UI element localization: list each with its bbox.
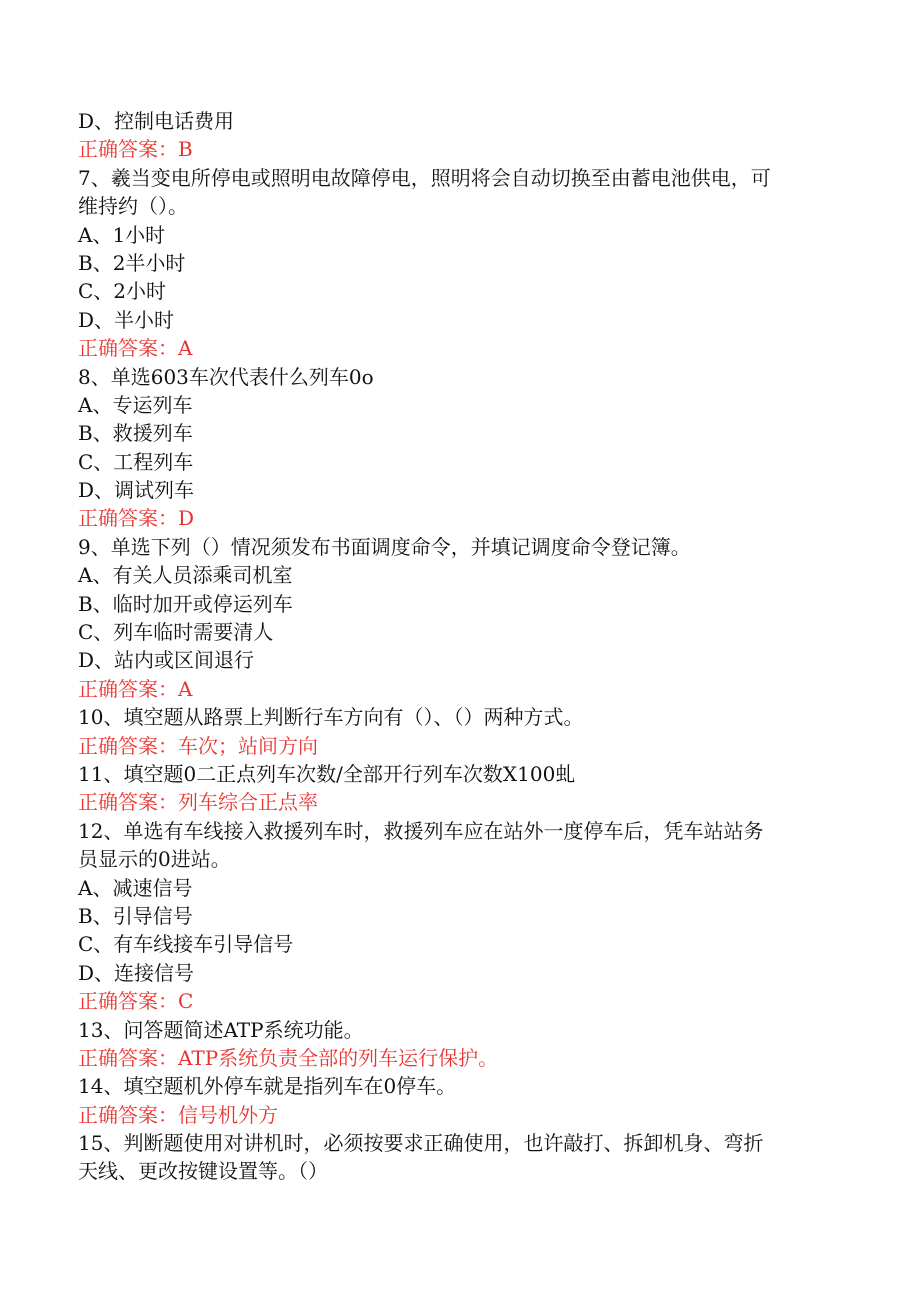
option-line: C、有车线接车引导信号 — [78, 932, 294, 957]
option-line: A、有关人员添乘司机室 — [78, 563, 293, 588]
question-line: 7、羲当变电所停电或照明电故障停电，照明将会自动切换至由蓄电池供电，可 — [78, 165, 771, 190]
question-line: 10、填空题从路票上判断行车方向有（）、（）两种方式。 — [78, 705, 584, 730]
question-line: 14、填空题机外停车就是指列车在0停车。 — [78, 1074, 457, 1099]
option-line: D、连接信号 — [78, 960, 195, 985]
answer-line: 正确答案：C — [78, 989, 194, 1014]
option-line: B、临时加开或停运列车 — [78, 591, 293, 616]
question-line: 13、问答题简述ATP系统功能。 — [78, 1017, 364, 1042]
answer-line: 正确答案：A — [78, 676, 193, 701]
document-body — [78, 107, 838, 1186]
question-line: 15、判断题使用对讲机时，必须按要求正确使用，也许敲打、拆卸机身、弯折 — [78, 1131, 764, 1156]
option-line: B、2半小时 — [78, 250, 186, 275]
answer-line: 正确答案：D — [78, 506, 195, 531]
question-line: 维持约（）。 — [78, 194, 188, 219]
option-line: D、半小时 — [78, 307, 175, 332]
answer-line: 正确答案：ATP系统负责全部的列车运行保护。 — [78, 1045, 499, 1070]
option-line: D、控制电话费用 — [78, 109, 235, 133]
question-line: 8、单选603车次代表什么列车0o — [78, 364, 374, 389]
answer-line: 正确答案：信号机外方 — [78, 1102, 278, 1127]
option-line: D、站内或区间退行 — [78, 648, 255, 673]
answer-line: 正确答案：A — [78, 336, 193, 361]
option-line: A、1小时 — [78, 222, 166, 247]
option-line: B、引导信号 — [78, 903, 193, 928]
question-line: 12、单选有车线接入救援列车时，救援列车应在站外一度停车后，凭车站站务 — [78, 818, 764, 843]
question-line: 11、填空题0二正点列车次数/全部开行列车次数X100虬 — [78, 761, 576, 786]
option-line: B、救援列车 — [78, 421, 193, 446]
answer-line: 正确答案：列车综合正点率 — [78, 790, 318, 815]
option-line: A、专运列车 — [78, 392, 193, 417]
option-line: C、2小时 — [78, 279, 167, 304]
option-line: C、列车临时需要清人 — [78, 620, 274, 645]
question-line: 天线、更改按键设置等。（） — [78, 1159, 328, 1184]
option-line: D、调试列车 — [78, 478, 195, 503]
option-line: A、减速信号 — [78, 875, 193, 900]
question-line: 9、单选下列（）情况须发布书面调度命令，并填记调度命令登记簿。 — [78, 534, 691, 559]
option-line: C、工程列车 — [78, 449, 194, 474]
answer-line: 正确答案：B — [78, 137, 193, 162]
answer-line: 正确答案：车次；站间方向 — [78, 733, 318, 758]
question-line: 员显示的0进站。 — [78, 847, 231, 872]
